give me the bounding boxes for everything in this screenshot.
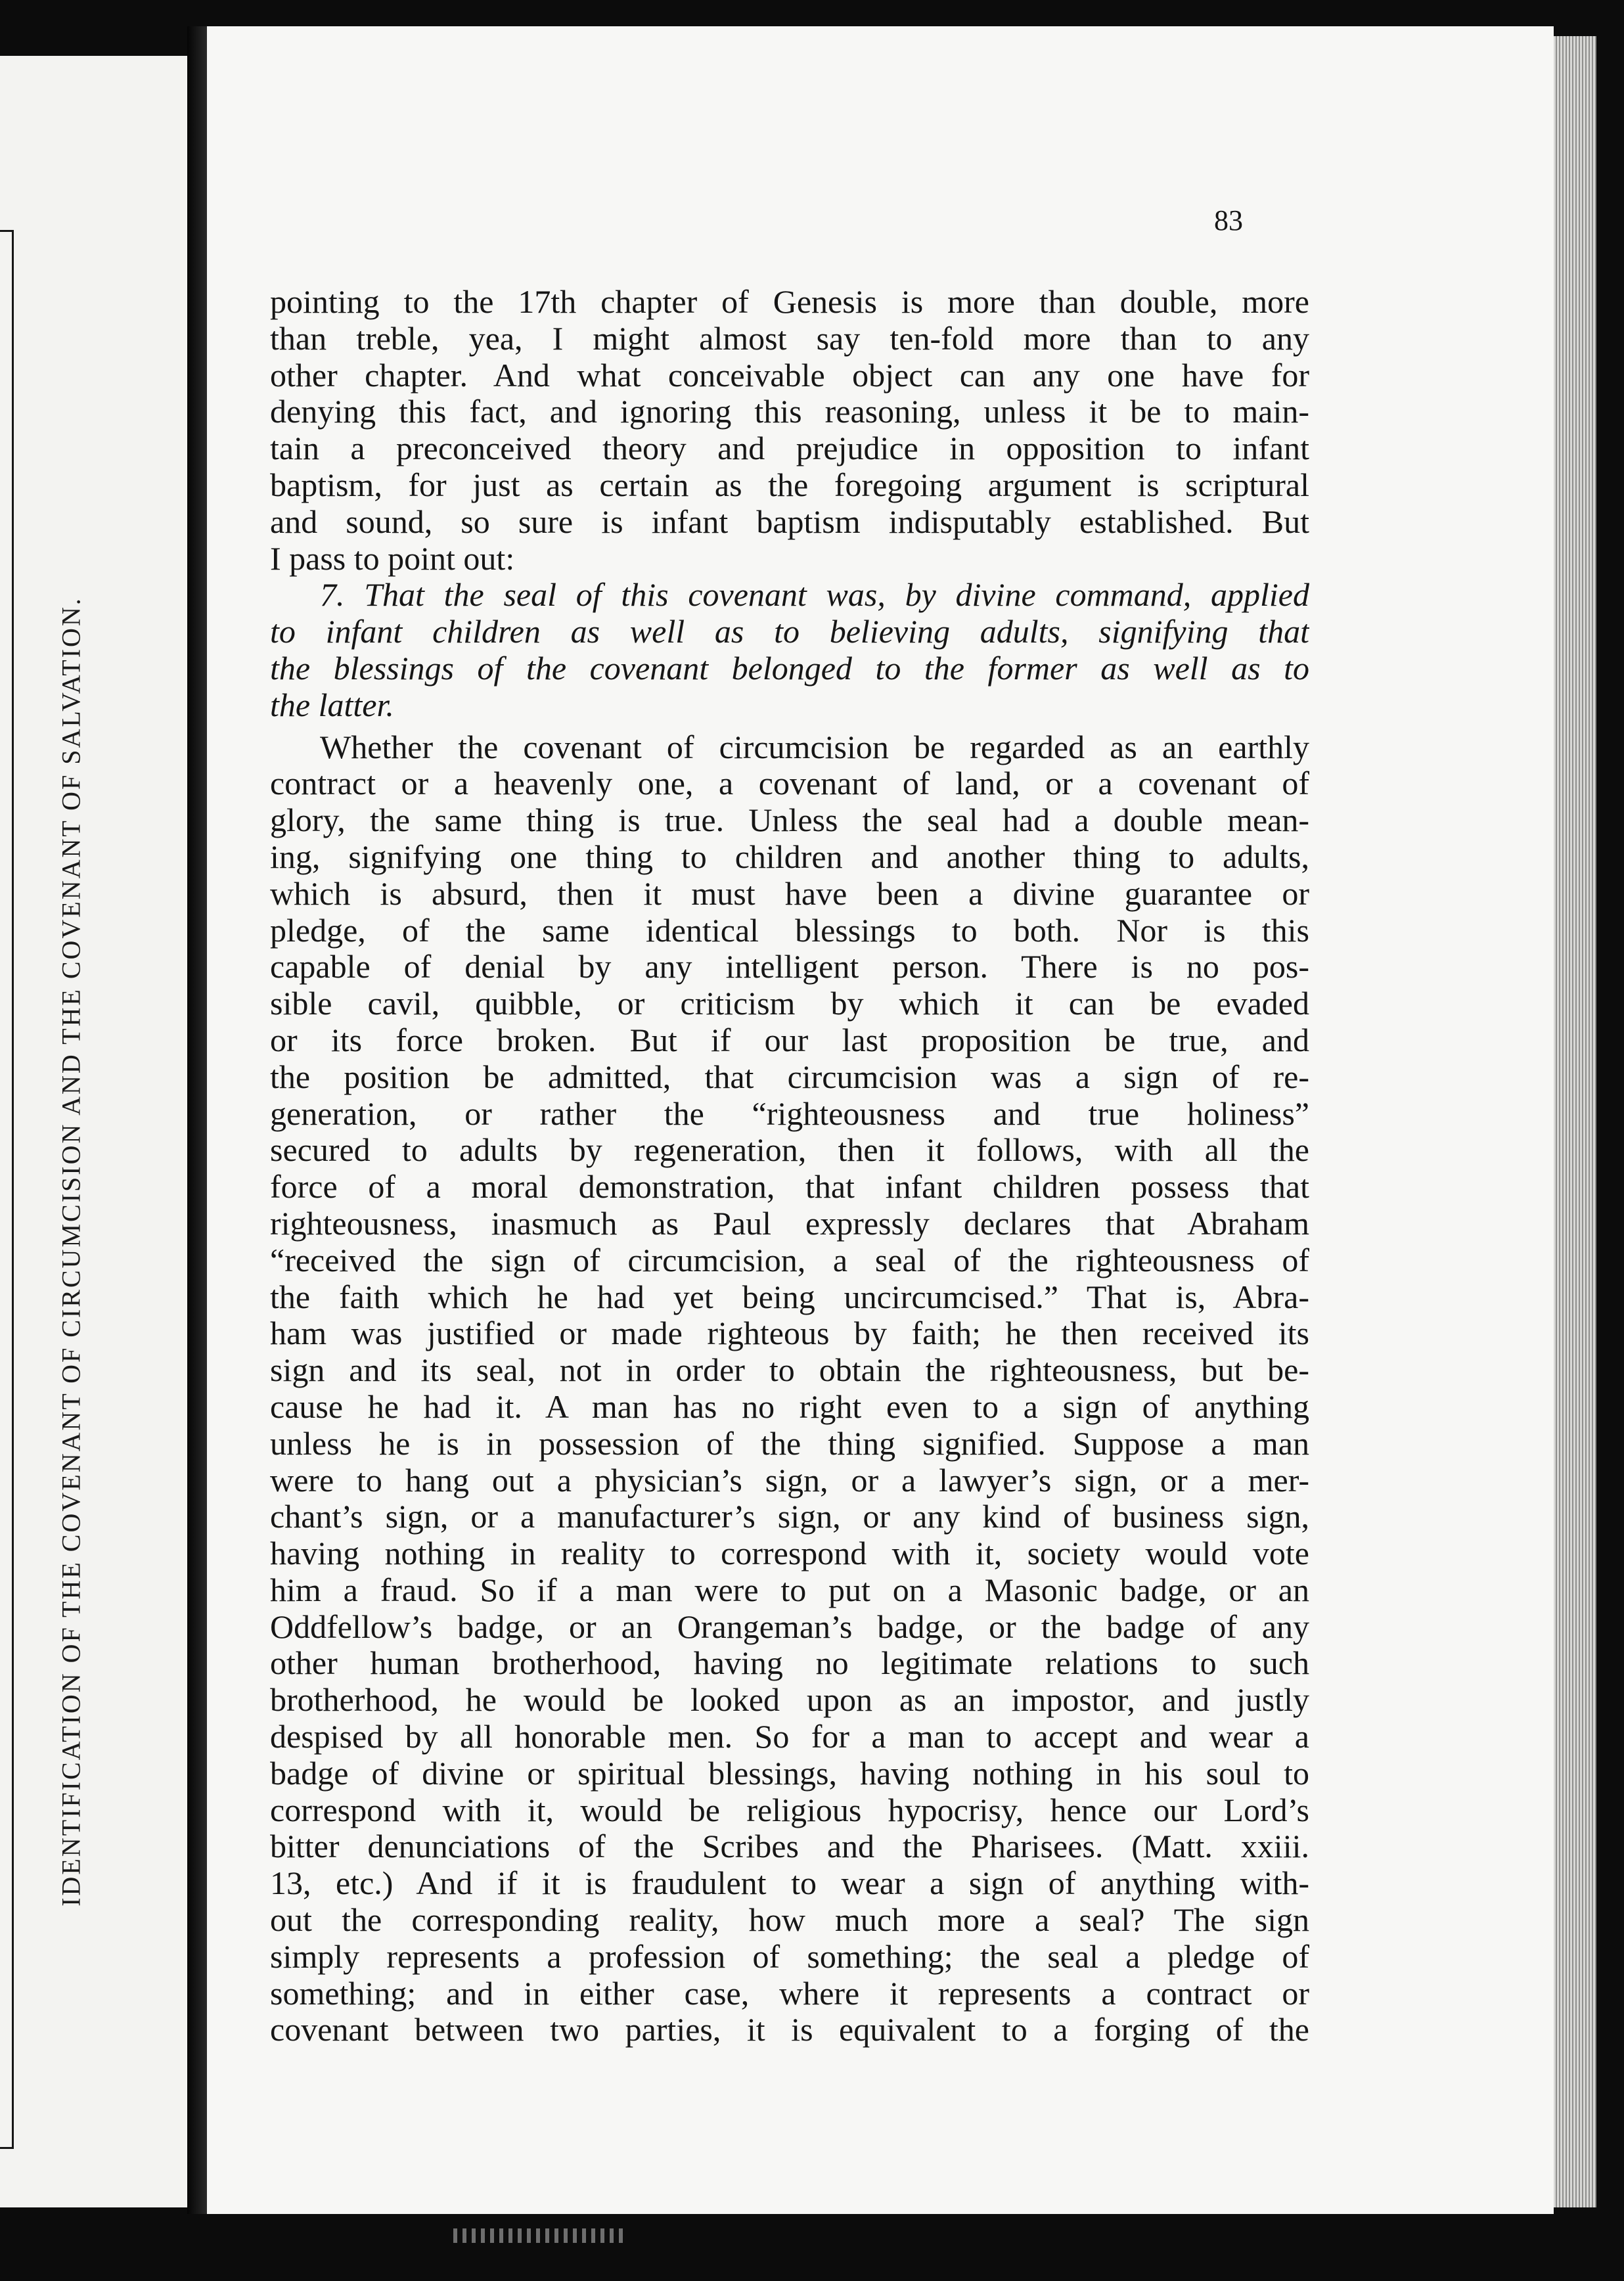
text-line: ham was justified or made righteous by faith; he then received its	[270, 1315, 1309, 1352]
book-page	[207, 26, 1554, 2214]
text-line: righteousness, inasmuch as Paul expressly declares that Abraham	[270, 1205, 1309, 1242]
proposition-heading-line: the blessings of the covenant belonged to the former as well as to	[270, 650, 1309, 687]
text-line: badge of divine or spiritual blessings, having nothing in his soul to	[270, 1755, 1309, 1792]
book-gutter	[187, 26, 207, 2214]
text-line: were to hang out a physician’s sign, or a lawyer’s sign, or a mer-	[270, 1462, 1309, 1499]
text-line: him a fraud. So if a man were to put on a Masonic badge, or an	[270, 1571, 1309, 1608]
proposition-heading-line: the latter.	[270, 687, 394, 723]
facing-page-border	[0, 230, 14, 2149]
text-line: cause he had it. A man has no right even to a sign of anything	[270, 1388, 1309, 1425]
page-stack-edge	[1554, 36, 1596, 2207]
text-line: “received the sign of circumcision, a seal of the righteousness of	[270, 1242, 1309, 1278]
text-line: other human brotherhood, having no legitimate relations to such	[270, 1645, 1309, 1682]
text-line: pledge, of the same identical blessings to both. Nor is this	[270, 912, 1309, 949]
running-title: IDENTIFICATION OF THE COVENANT OF CIRCUMCISION AND THE COVENANT OF SALVATION.	[56, 597, 86, 1907]
text-line: baptism, for just as certain as the foregoing argument is scriptural	[270, 466, 1309, 503]
text-line: sible cavil, quibble, or criticism by which it can be evaded	[270, 985, 1309, 1022]
text-line: something; and in either case, where it represents a contract or	[270, 1975, 1309, 2012]
text-line: glory, the same thing is true. Unless the seal had a double mean-	[270, 802, 1309, 839]
page-number	[207, 204, 1261, 237]
text-line: pointing to the 17th chapter of Genesis is more than double, more	[270, 284, 1309, 320]
text-line: generation, or rather the “righteousness and true holiness”	[270, 1095, 1309, 1132]
text-line: simply represents a profession of something; the seal a pledge of	[270, 1938, 1309, 1975]
text-line: denying this fact, and ignoring this reasoning, unless it be to main-	[270, 394, 1309, 430]
text-line: despised by all honorable men. So for a man to accept and wear a	[270, 1719, 1309, 1755]
text-line: bitter denunciations of the Scribes and the Pharisees. (Matt. xxiii.	[270, 1828, 1309, 1865]
proposition-heading-line: to infant children as well as to believing adults, signifying that	[270, 614, 1309, 650]
text-line: secured to adults by regeneration, then it follows, with all the	[270, 1132, 1309, 1169]
text-line: unless he is in possession of the thing signified. Suppose a man	[270, 1425, 1309, 1462]
page-number-text: 83	[1214, 204, 1243, 237]
text-line: chant’s sign, or a manufacturer’s sign, or any kind of business sign,	[270, 1499, 1309, 1535]
text-line: brotherhood, he would be looked upon as an impostor, and justly	[270, 1682, 1309, 1719]
text-line: force of a moral demonstration, that infant children possess that	[270, 1169, 1309, 1206]
text-line: other chapter. And what conceivable object can any one have for	[270, 357, 1309, 394]
text-line: and sound, so sure is infant baptism indisputably established. But	[270, 503, 1309, 540]
text-line: Oddfellow’s badge, or an Orangeman’s badge, or the badge of any	[270, 1608, 1309, 1645]
text-line: tain a preconceived theory and prejudice in opposition to infant	[270, 430, 1309, 467]
facing-page-edge	[0, 56, 194, 2207]
text-line: which is absurd, then it must have been a divine guarantee or	[270, 875, 1309, 912]
text-line: capable of denial by any intelligent person. There is no pos-	[270, 949, 1309, 985]
text-line: Whether the covenant of circumcision be regarded as an earthly	[320, 729, 1309, 765]
text-line: sign and its seal, not in order to obtain the righteousness, but be-	[270, 1352, 1309, 1389]
text-line: or its force broken. But if our last proposition be true, and	[270, 1022, 1309, 1058]
proposition-heading-line: 7. That the seal of this covenant was, by divine command, applied	[320, 577, 1309, 614]
body-text	[270, 284, 1309, 2058]
text-line: covenant between two parties, it is equivalent to a forging of the	[270, 2012, 1309, 2048]
text-line: I pass to point out:	[270, 540, 515, 577]
text-line: correspond with it, would be religious hypocrisy, hence our Lord’s	[270, 1792, 1309, 1828]
text-line: 13, etc.) And if it is fraudulent to wear a sign of anything with-	[270, 1865, 1309, 1902]
text-line: having nothing in reality to correspond with it, society would vote	[270, 1535, 1309, 1572]
text-line: ing, signifying one thing to children and another thing to adults,	[270, 838, 1309, 875]
scan-artifact	[453, 2228, 624, 2243]
text-line: the position be admitted, that circumcision was a sign of re-	[270, 1058, 1309, 1095]
text-line: out the corresponding reality, how much more a seal? The sign	[270, 1902, 1309, 1939]
text-line: the faith which he had yet being uncircumcised.” That is, Abra-	[270, 1278, 1309, 1315]
text-line: than treble, yea, I might almost say ten-fold more than to any	[270, 320, 1309, 357]
text-line: contract or a heavenly one, a covenant of land, or a covenant of	[270, 765, 1309, 802]
